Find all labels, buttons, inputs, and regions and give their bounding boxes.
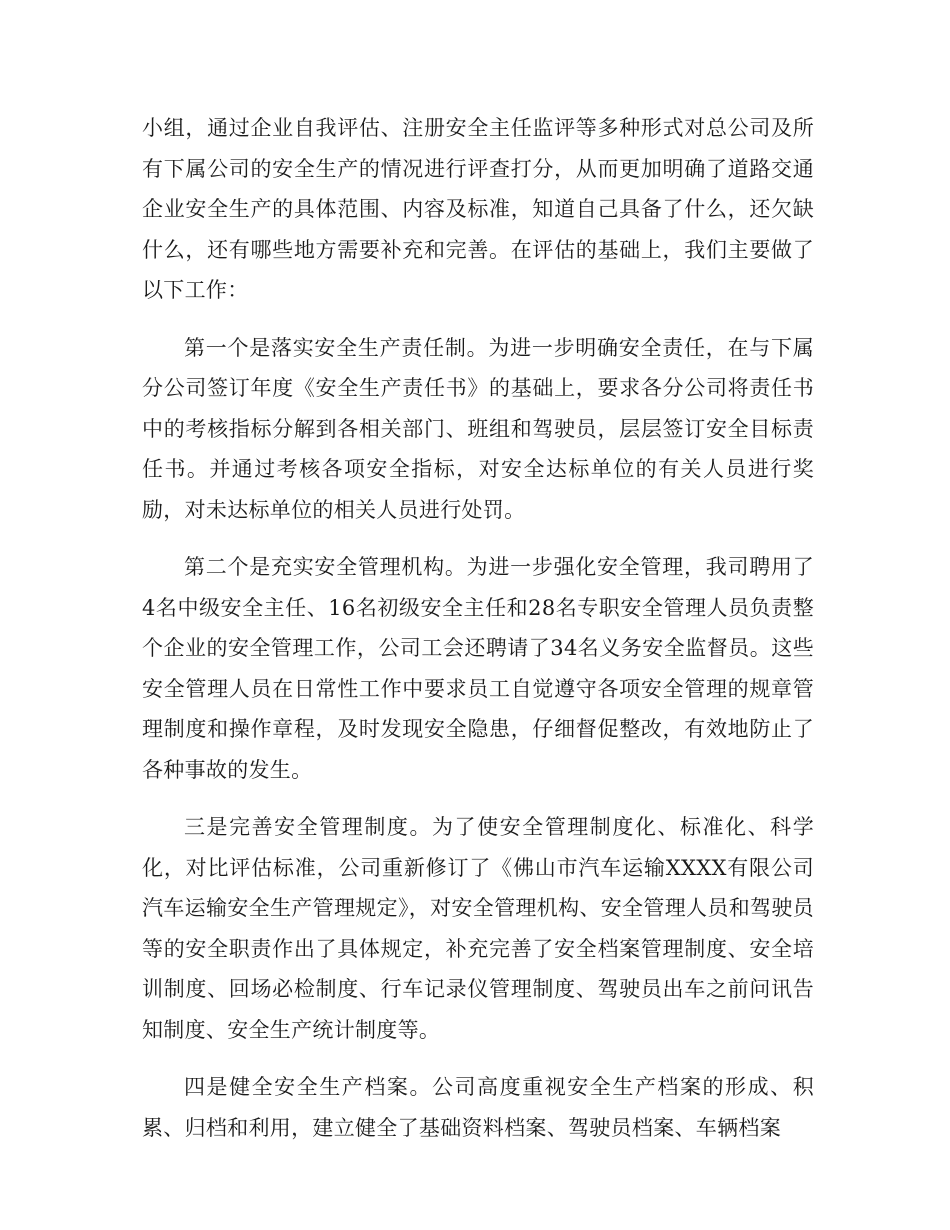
paragraph-continuation: 小组，通过企业自我评估、注册安全主任监评等多种形式对总公司及所有下属公司的安全生产的情况进行评查打分，从而更加明确了道路交通企业安全生产的具体范围、内容及标准，知道自己具备了什么，还欠缺什么，还有哪些地方需要补充和完善。在评估的基础上，我们主要做了以下工作： (142, 116, 814, 302)
paragraph-responsibility-system: 第一个是落实安全生产责任制。为进一步明确安全责任，在与下属分公司签订年度《安全生产责任书》的基础上，要求各分公司将责任书中的考核指标分解到各相关部门、班组和驾驶员，层层签订安全目标责任书。并通过考核各项安全指标，对安全达标单位的有关人员进行奖励，对未达标单位的相关人员进行处罚。 (142, 335, 814, 522)
paragraph-safety-archives: 四是健全安全生产档案。公司高度重视安全生产档案的形成、积累、归档和利用，建立健全了基础资料档案、驾驶员档案、车辆档案 (142, 1075, 814, 1140)
document-page (142, 108, 814, 1148)
paragraph-management-organization: 第二个是充实安全管理机构。为进一步强化安全管理，我司聘用了4名中级安全主任、16名初级安全主任和28名专职安全管理人员负责整个企业的安全管理工作，公司工会还聘请了34名义务安全监督员。这些安全管理人员在日常性工作中要求员工自觉遵守各项安全管理的规章管理制度和操作章程，及时发现安全隐患，仔细督促整改，有效地防止了各种事故的发生。 (142, 555, 814, 782)
paragraph-management-rules: 三是完善安全管理制度。为了使安全管理制度化、标准化、科学化，对比评估标准，公司重新修订了《佛山市汽车运输XXXX有限公司汽车运输安全生产管理规定》，对安全管理机构、安全管理人员和驾驶员等的安全职责作出了具体规定，补充完善了安全档案管理制度、安全培训制度、回场必检制度、行车记录仪管理制度、驾驶员出车之前问讯告知制度、安全生产统计制度等。 (142, 815, 814, 1042)
